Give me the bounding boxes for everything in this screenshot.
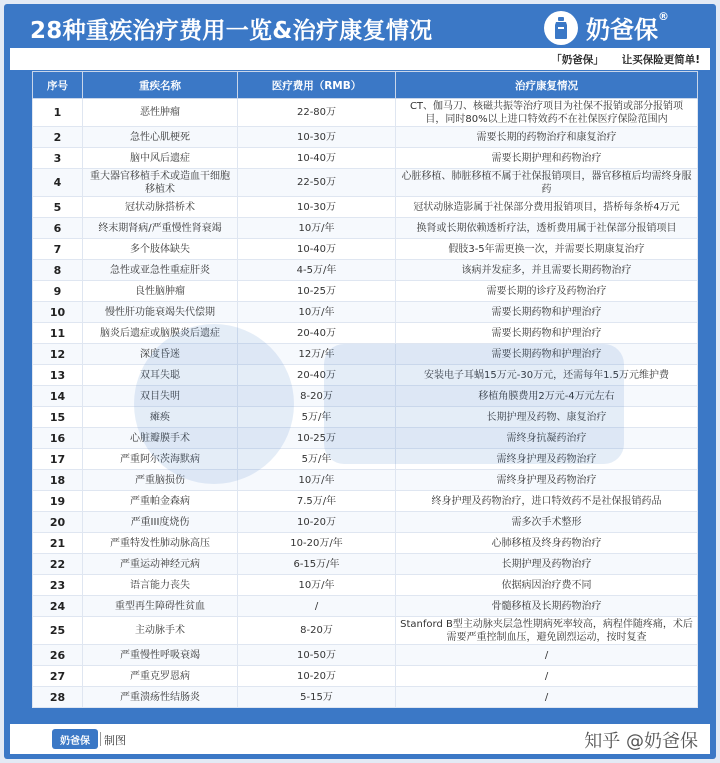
row-recovery: 需要长期药物和护理治疗 [396, 323, 698, 344]
row-disease: 脑中风后遗症 [83, 148, 238, 169]
row-number: 1 [33, 99, 83, 127]
table-row [33, 596, 698, 617]
row-disease: 深度昏迷 [83, 344, 238, 365]
row-recovery: 终身护理及药物治疗，进口特效药不是社保报销药品 [396, 491, 698, 512]
slogan [551, 52, 700, 67]
header-recovery: 治疗康复情况 [396, 72, 698, 99]
row-recovery: CT、伽马刀、核磁共振等治疗项目为社保不报销或部分报销项目，同时80%以上进口特效药不在社保医疗保险范围内 [396, 99, 698, 127]
slogan-tag: 「奶爸保」 [551, 54, 604, 66]
row-number: 6 [33, 218, 83, 239]
table-row [33, 260, 698, 281]
row-recovery: 需要长期药物和护理治疗 [396, 344, 698, 365]
row-cost: 10-30万 [238, 197, 396, 218]
row-cost: 5万/年 [238, 407, 396, 428]
row-cost: 5万/年 [238, 449, 396, 470]
row-recovery: / [396, 687, 698, 708]
table-row [33, 407, 698, 428]
row-recovery: 冠状动脉造影属于社保部分费用报销项目，搭桥每条桥4万元 [396, 197, 698, 218]
row-disease: 严重慢性呼吸衰竭 [83, 645, 238, 666]
row-disease: 主动脉手术 [83, 617, 238, 645]
row-number: 19 [33, 491, 83, 512]
row-recovery: Stanford B型主动脉夹层急性期病死率较高，病程伴随疼痛，术后需要严重控制血压，避免剧烈运动，按时复查 [396, 617, 698, 645]
table-row [33, 470, 698, 491]
row-disease: 严重III度烧伤 [83, 512, 238, 533]
row-cost: 7.5万/年 [238, 491, 396, 512]
footer-divider [100, 732, 101, 746]
row-disease: 良性脑肿瘤 [83, 281, 238, 302]
row-recovery: 需多次手术整形 [396, 512, 698, 533]
table-row [33, 344, 698, 365]
row-number: 13 [33, 365, 83, 386]
row-number: 23 [33, 575, 83, 596]
row-number: 11 [33, 323, 83, 344]
row-cost: 12万/年 [238, 344, 396, 365]
table-row [33, 554, 698, 575]
row-recovery: 心肺移植及终身药物治疗 [396, 533, 698, 554]
row-number: 7 [33, 239, 83, 260]
table-row [33, 302, 698, 323]
row-recovery: 长期护理及药物、康复治疗 [396, 407, 698, 428]
table-row [33, 386, 698, 407]
row-disease: 重大器官移植手术或造血干细胞移植术 [83, 169, 238, 197]
row-cost: 8-20万 [238, 386, 396, 407]
row-cost: 10万/年 [238, 575, 396, 596]
row-cost: 10万/年 [238, 218, 396, 239]
row-number: 21 [33, 533, 83, 554]
row-number: 12 [33, 344, 83, 365]
table-row [33, 575, 698, 596]
table-row [33, 645, 698, 666]
infographic-card [4, 4, 716, 759]
row-cost: 6-15万/年 [238, 554, 396, 575]
row-cost: 20-40万 [238, 365, 396, 386]
row-disease: 双耳失聪 [83, 365, 238, 386]
row-disease: 严重克罗恩病 [83, 666, 238, 687]
table-row [33, 323, 698, 344]
row-disease: 脑炎后遗症或脑膜炎后遗症 [83, 323, 238, 344]
row-number: 26 [33, 645, 83, 666]
row-recovery: 需终身护理及药物治疗 [396, 470, 698, 491]
row-number: 22 [33, 554, 83, 575]
table-body [33, 99, 698, 708]
footer-made-label: 制图 [104, 734, 126, 747]
row-number: 16 [33, 428, 83, 449]
table-row [33, 218, 698, 239]
footer-logo: 奶爸保 [52, 729, 98, 749]
row-cost: 10-20万/年 [238, 533, 396, 554]
row-number: 2 [33, 127, 83, 148]
row-disease: 严重溃疡性结肠炎 [83, 687, 238, 708]
row-disease: 冠状动脉搭桥术 [83, 197, 238, 218]
row-cost: 5-15万 [238, 687, 396, 708]
row-disease: 重型再生障碍性贫血 [83, 596, 238, 617]
row-cost: 10-25万 [238, 281, 396, 302]
row-recovery: 需要长期护理和药物治疗 [396, 148, 698, 169]
table-row [33, 428, 698, 449]
row-number: 17 [33, 449, 83, 470]
row-recovery: / [396, 666, 698, 687]
table-row [33, 148, 698, 169]
row-disease: 双目失明 [83, 386, 238, 407]
table-row [33, 533, 698, 554]
table-row [33, 617, 698, 645]
table-row [33, 127, 698, 148]
row-number: 27 [33, 666, 83, 687]
row-disease: 心脏瓣膜手术 [83, 428, 238, 449]
table-row [33, 197, 698, 218]
row-number: 3 [33, 148, 83, 169]
row-recovery: 长期护理及药物治疗 [396, 554, 698, 575]
row-number: 20 [33, 512, 83, 533]
row-cost: 10-40万 [238, 239, 396, 260]
row-recovery: 骨髓移植及长期药物治疗 [396, 596, 698, 617]
header-cost: 医疗费用（RMB） [238, 72, 396, 99]
row-disease: 严重特发性肺动脉高压 [83, 533, 238, 554]
row-disease: 语言能力丧失 [83, 575, 238, 596]
row-recovery: 心脏移植、肺脏移植不属于社保报销项目，器官移植后均需终身服药 [396, 169, 698, 197]
table-row [33, 666, 698, 687]
row-recovery: / [396, 645, 698, 666]
table-row [33, 99, 698, 127]
footer [10, 724, 710, 754]
row-recovery: 需要长期的诊疗及药物治疗 [396, 281, 698, 302]
row-cost: 20-40万 [238, 323, 396, 344]
row-recovery: 需要长期药物和护理治疗 [396, 302, 698, 323]
disease-table-wrap [32, 71, 697, 708]
row-disease: 恶性肿瘤 [83, 99, 238, 127]
brand-logo [544, 10, 669, 45]
row-disease: 严重阿尔茨海默病 [83, 449, 238, 470]
row-cost: 10-25万 [238, 428, 396, 449]
row-recovery: 换肾或长期依赖透析疗法，透析费用属于社保部分报销项目 [396, 218, 698, 239]
page-title: 28种重疾治疗费用一览&治疗康复情况 [30, 18, 433, 44]
brand-name: 奶爸保® [586, 10, 669, 44]
table-row [33, 512, 698, 533]
row-disease: 慢性肝功能衰竭失代偿期 [83, 302, 238, 323]
row-cost: 22-80万 [238, 99, 396, 127]
row-cost: 10-40万 [238, 148, 396, 169]
row-cost: 8-20万 [238, 617, 396, 645]
row-cost: 10-20万 [238, 666, 396, 687]
header-disease: 重疾名称 [83, 72, 238, 99]
row-number: 28 [33, 687, 83, 708]
row-recovery: 该病并发症多，并且需要长期药物治疗 [396, 260, 698, 281]
row-cost: 10万/年 [238, 470, 396, 491]
row-disease: 严重帕金森病 [83, 491, 238, 512]
row-recovery: 需终身护理及药物治疗 [396, 449, 698, 470]
row-recovery: 依据病因治疗费不同 [396, 575, 698, 596]
bottle-icon [544, 11, 578, 45]
row-cost: 10-30万 [238, 127, 396, 148]
row-cost: 10-50万 [238, 645, 396, 666]
row-recovery: 安装电子耳蜗15万元-30万元，还需每年1.5万元维护费 [396, 365, 698, 386]
row-disease: 急性或亚急性重症肝炎 [83, 260, 238, 281]
slogan-text: 让买保险更简单! [621, 54, 700, 66]
row-recovery: 需终身抗凝药治疗 [396, 428, 698, 449]
zhihu-watermark: 知乎 @奶爸保 [584, 731, 698, 752]
table-header-row [33, 72, 698, 99]
table-row [33, 491, 698, 512]
row-cost: 4-5万/年 [238, 260, 396, 281]
row-number: 9 [33, 281, 83, 302]
row-disease: 终末期肾病/严重慢性肾衰竭 [83, 218, 238, 239]
row-number: 5 [33, 197, 83, 218]
table-row [33, 449, 698, 470]
row-number: 10 [33, 302, 83, 323]
table-row [33, 239, 698, 260]
row-recovery: 假肢3-5年需更换一次，并需要长期康复治疗 [396, 239, 698, 260]
row-recovery: 需要长期的药物治疗和康复治疗 [396, 127, 698, 148]
row-number: 18 [33, 470, 83, 491]
row-number: 24 [33, 596, 83, 617]
disease-table [32, 71, 698, 708]
row-disease: 多个肢体缺失 [83, 239, 238, 260]
row-cost: 10-20万 [238, 512, 396, 533]
row-disease: 急性心肌梗死 [83, 127, 238, 148]
table-row [33, 169, 698, 197]
table-row [33, 365, 698, 386]
row-cost: 10万/年 [238, 302, 396, 323]
header-number: 序号 [33, 72, 83, 99]
table-row [33, 687, 698, 708]
slogan-bar [10, 48, 710, 70]
row-disease: 瘫痪 [83, 407, 238, 428]
row-disease: 严重运动神经元病 [83, 554, 238, 575]
row-disease: 严重脑损伤 [83, 470, 238, 491]
row-number: 8 [33, 260, 83, 281]
row-number: 15 [33, 407, 83, 428]
table-row [33, 281, 698, 302]
row-number: 4 [33, 169, 83, 197]
row-number: 14 [33, 386, 83, 407]
row-cost: / [238, 596, 396, 617]
row-recovery: 移植角膜费用2万元-4万元左右 [396, 386, 698, 407]
row-number: 25 [33, 617, 83, 645]
row-cost: 22-50万 [238, 169, 396, 197]
